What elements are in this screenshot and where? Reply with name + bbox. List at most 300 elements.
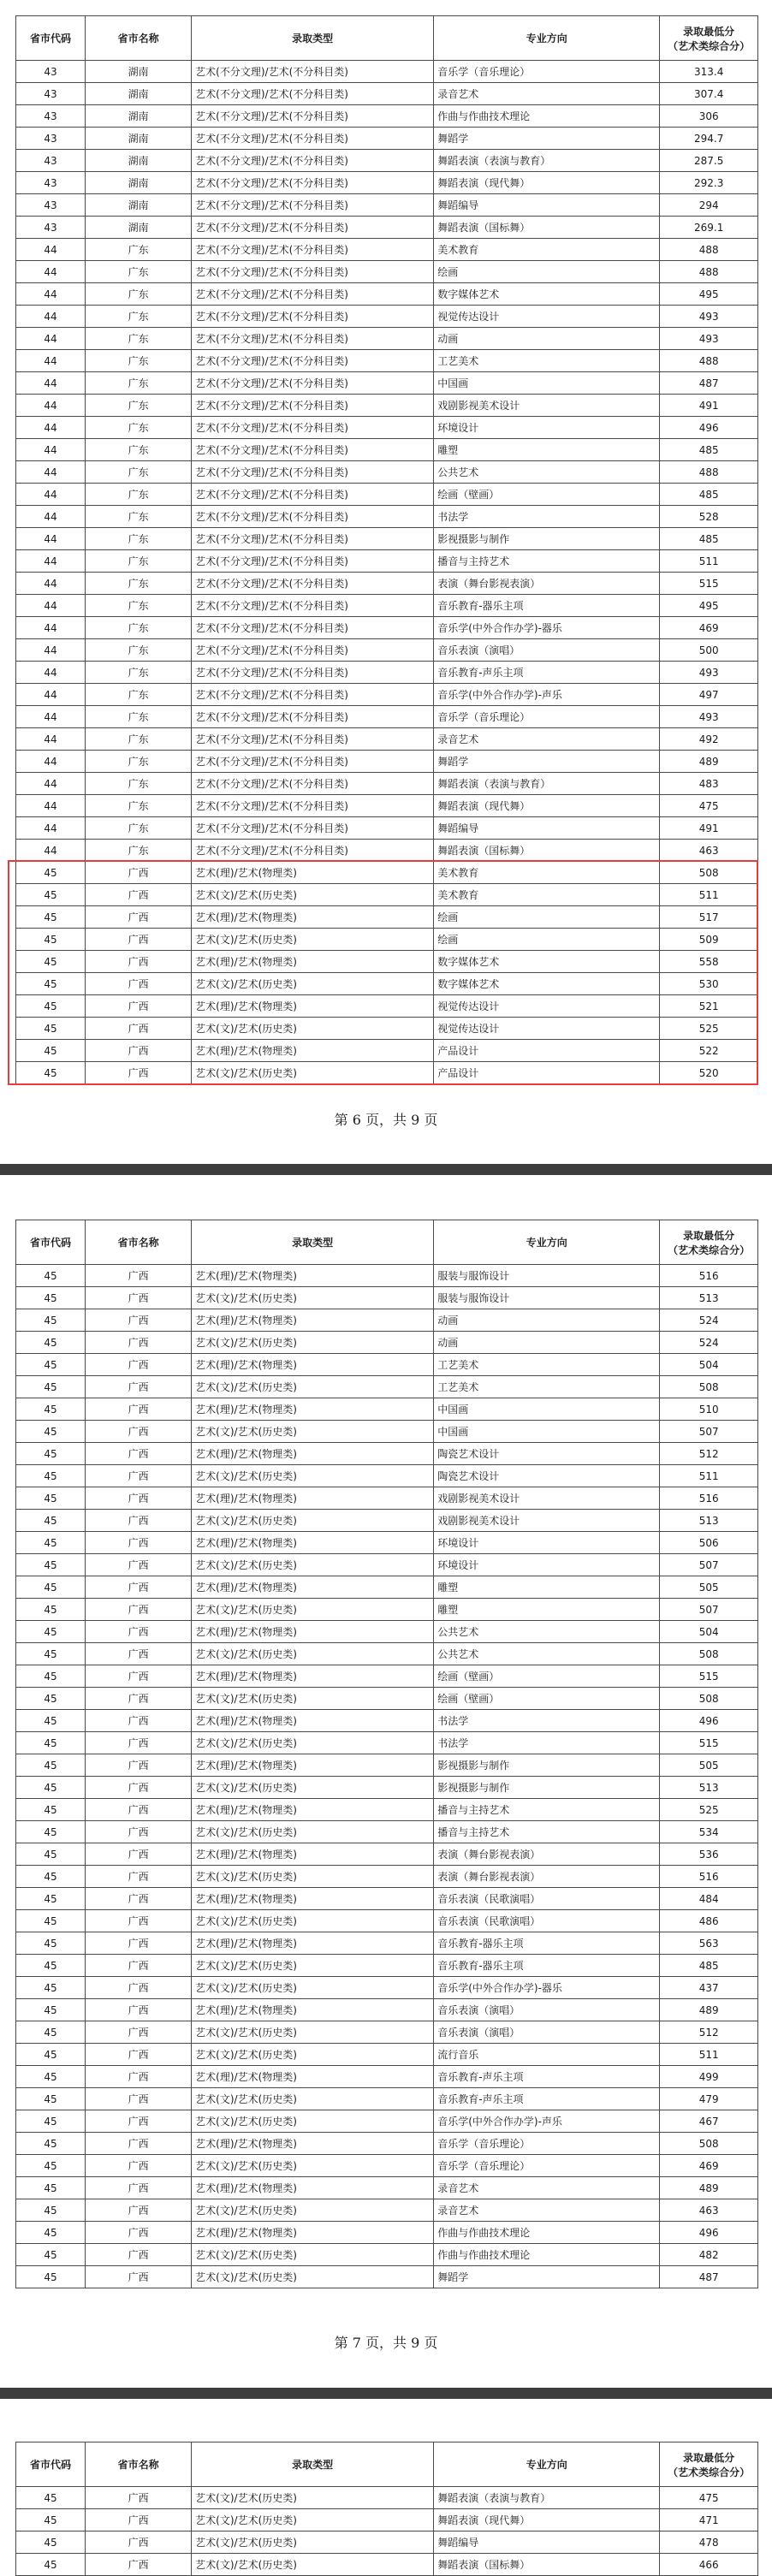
cell-major: 环境设计 (434, 1554, 660, 1576)
cell-province-code: 45 (16, 1421, 86, 1443)
table-row (16, 1932, 758, 1955)
cell-min-score: 466 (660, 2554, 758, 2576)
cell-province-code: 44 (16, 395, 86, 417)
table-row (16, 61, 758, 83)
cell-min-score: 493 (660, 706, 758, 728)
cell-province-code: 45 (16, 1309, 86, 1332)
cell-province-name: 广西 (86, 1621, 192, 1643)
cell-province-code: 44 (16, 261, 86, 283)
cell-province-name: 广西 (86, 1955, 192, 1977)
cell-province-name: 广东 (86, 773, 192, 795)
cell-province-name: 广东 (86, 795, 192, 817)
cell-min-score: 513 (660, 1510, 758, 1532)
cell-province-code: 45 (16, 1888, 86, 1910)
cell-province-name: 湖南 (86, 217, 192, 239)
cell-admission-type: 艺术(不分文理)/艺术(不分科目类) (192, 439, 434, 461)
cell-major: 视觉传达设计 (434, 306, 660, 328)
cell-min-score: 558 (660, 951, 758, 973)
table-row (16, 1777, 758, 1799)
cell-province-name: 广西 (86, 1643, 192, 1665)
cell-province-name: 广西 (86, 1599, 192, 1621)
cell-major: 公共艺术 (434, 1621, 660, 1643)
table-row (16, 417, 758, 439)
cell-province-name: 广东 (86, 573, 192, 595)
cell-min-score: 507 (660, 1421, 758, 1443)
cell-min-score: 534 (660, 1821, 758, 1843)
table-row (16, 372, 758, 395)
cell-province-code: 45 (16, 1621, 86, 1643)
cell-admission-type: 艺术(不分文理)/艺术(不分科目类) (192, 817, 434, 840)
cell-province-code: 45 (16, 906, 86, 929)
page-separator (0, 2388, 772, 2399)
cell-province-code: 45 (16, 2244, 86, 2266)
cell-province-name: 广西 (86, 2266, 192, 2288)
cell-major: 视觉传达设计 (434, 995, 660, 1018)
cell-major: 数字媒体艺术 (434, 973, 660, 995)
cell-min-score: 517 (660, 906, 758, 929)
cell-major: 音乐学(中外合作办学)-声乐 (434, 684, 660, 706)
table-row (16, 1354, 758, 1376)
cell-min-score: 469 (660, 617, 758, 639)
cell-province-code: 45 (16, 2177, 86, 2199)
table-row (16, 1643, 758, 1665)
cell-province-code: 44 (16, 484, 86, 506)
table-row (16, 1421, 758, 1443)
cell-admission-type: 艺术(文)/艺术(历史类) (192, 1062, 434, 1084)
table-row (16, 706, 758, 728)
cell-province-code: 43 (16, 128, 86, 150)
cell-province-code: 44 (16, 795, 86, 817)
cell-province-name: 广东 (86, 595, 192, 617)
cell-province-code: 44 (16, 728, 86, 751)
cell-admission-type: 艺术(理)/艺术(物理类) (192, 1576, 434, 1599)
cell-admission-type: 艺术(不分文理)/艺术(不分科目类) (192, 328, 434, 350)
cell-province-name: 广西 (86, 1888, 192, 1910)
cell-admission-type: 艺术(文)/艺术(历史类) (192, 884, 434, 906)
cell-major: 音乐教育-声乐主项 (434, 662, 660, 684)
cell-province-name: 广西 (86, 951, 192, 973)
cell-admission-type: 艺术(理)/艺术(物理类) (192, 2133, 434, 2155)
header-min-score-line2: （艺术类综合分） (668, 1243, 751, 1256)
cell-major: 绘画（壁画） (434, 1688, 660, 1710)
cell-major: 公共艺术 (434, 461, 660, 484)
cell-admission-type: 艺术(不分文理)/艺术(不分科目类) (192, 172, 434, 194)
cell-min-score: 525 (660, 1018, 758, 1040)
cell-min-score: 493 (660, 662, 758, 684)
cell-min-score: 497 (660, 684, 758, 706)
table-row (16, 328, 758, 350)
cell-province-name: 广西 (86, 1977, 192, 1999)
cell-province-code: 44 (16, 417, 86, 439)
cell-province-name: 广东 (86, 239, 192, 261)
cell-min-score: 513 (660, 1287, 758, 1309)
admission-scores-table (15, 2442, 758, 2576)
cell-province-code: 45 (16, 1643, 86, 1665)
table-row (16, 2554, 758, 2576)
cell-min-score: 516 (660, 1866, 758, 1888)
cell-admission-type: 艺术(不分文理)/艺术(不分科目类) (192, 751, 434, 773)
header-min-score-line2: （艺术类综合分） (668, 39, 751, 52)
cell-min-score: 485 (660, 484, 758, 506)
cell-province-name: 广西 (86, 2110, 192, 2133)
table-row (16, 1977, 758, 1999)
cell-admission-type: 艺术(文)/艺术(历史类) (192, 1421, 434, 1443)
cell-province-name: 广西 (86, 995, 192, 1018)
cell-min-score: 508 (660, 1688, 758, 1710)
cell-province-name: 广东 (86, 328, 192, 350)
cell-province-code: 45 (16, 1465, 86, 1487)
cell-province-name: 广西 (86, 1040, 192, 1062)
table-row (16, 105, 758, 128)
cell-province-code: 44 (16, 461, 86, 484)
cell-province-name: 广东 (86, 372, 192, 395)
cell-min-score: 511 (660, 2044, 758, 2066)
cell-admission-type: 艺术(理)/艺术(物理类) (192, 1888, 434, 1910)
cell-province-code: 45 (16, 1910, 86, 1932)
cell-province-code: 45 (16, 1554, 86, 1576)
table-row (16, 2199, 758, 2222)
cell-province-name: 广西 (86, 1398, 192, 1421)
cell-min-score: 515 (660, 1665, 758, 1688)
table-row (16, 684, 758, 706)
cell-province-name: 广东 (86, 439, 192, 461)
cell-province-code: 45 (16, 2088, 86, 2110)
cell-min-score: 505 (660, 1754, 758, 1777)
table-row (16, 1309, 758, 1332)
cell-province-name: 广西 (86, 2244, 192, 2266)
page-separator (0, 1164, 772, 1175)
cell-admission-type: 艺术(不分文理)/艺术(不分科目类) (192, 217, 434, 239)
table-row (16, 217, 758, 239)
cell-major: 录音艺术 (434, 83, 660, 105)
cell-admission-type: 艺术(文)/艺术(历史类) (192, 1643, 434, 1665)
cell-province-code: 45 (16, 1332, 86, 1354)
cell-province-name: 广西 (86, 2554, 192, 2576)
cell-major: 戏剧影视美术设计 (434, 1510, 660, 1532)
cell-major: 音乐学(中外合作办学)-器乐 (434, 617, 660, 639)
cell-min-score: 469 (660, 2155, 758, 2177)
cell-province-code: 45 (16, 1018, 86, 1040)
table-row (16, 484, 758, 506)
cell-province-name: 广西 (86, 1376, 192, 1398)
table-row (16, 1487, 758, 1510)
cell-min-score: 493 (660, 306, 758, 328)
cell-admission-type: 艺术(理)/艺术(物理类) (192, 1398, 434, 1421)
cell-province-code: 45 (16, 1754, 86, 1777)
cell-min-score: 516 (660, 1487, 758, 1510)
cell-major: 工艺美术 (434, 1354, 660, 1376)
cell-major: 音乐表演（演唱） (434, 639, 660, 662)
cell-province-name: 广西 (86, 1710, 192, 1732)
cell-province-name: 广西 (86, 1777, 192, 1799)
table-row (16, 2222, 758, 2244)
cell-major: 舞蹈学 (434, 2266, 660, 2288)
cell-province-name: 湖南 (86, 150, 192, 172)
cell-admission-type: 艺术(理)/艺术(物理类) (192, 1710, 434, 1732)
cell-province-code: 45 (16, 2222, 86, 2244)
cell-admission-type: 艺术(文)/艺术(历史类) (192, 2509, 434, 2531)
cell-province-name: 广东 (86, 617, 192, 639)
cell-major: 舞蹈表演（现代舞） (434, 172, 660, 194)
cell-admission-type: 艺术(文)/艺术(历史类) (192, 1688, 434, 1710)
cell-min-score: 488 (660, 261, 758, 283)
cell-major: 作曲与作曲技术理论 (434, 2222, 660, 2244)
cell-admission-type: 艺术(理)/艺术(物理类) (192, 2177, 434, 2199)
cell-min-score: 536 (660, 1843, 758, 1866)
cell-major: 中国画 (434, 372, 660, 395)
header-province-code: 省市代码 (16, 1220, 86, 1265)
table-header-row (16, 1220, 758, 1265)
header-min-score-line1: 录取最低分 (683, 2451, 735, 2464)
cell-province-code: 44 (16, 684, 86, 706)
cell-admission-type: 艺术(文)/艺术(历史类) (192, 1376, 434, 1398)
cell-province-code: 44 (16, 751, 86, 773)
cell-province-name: 广西 (86, 2088, 192, 2110)
cell-province-code: 45 (16, 2266, 86, 2288)
cell-province-name: 广东 (86, 461, 192, 484)
cell-province-name: 广西 (86, 1821, 192, 1843)
cell-province-code: 45 (16, 2487, 86, 2509)
table-row (16, 350, 758, 372)
cell-province-code: 44 (16, 328, 86, 350)
table-header-row (16, 2442, 758, 2487)
cell-min-score: 563 (660, 1932, 758, 1955)
cell-major: 舞蹈表演（国标舞） (434, 2554, 660, 2576)
header-admission-type: 录取类型 (192, 2442, 434, 2487)
cell-admission-type: 艺术(不分文理)/艺术(不分科目类) (192, 105, 434, 128)
cell-admission-type: 艺术(文)/艺术(历史类) (192, 929, 434, 951)
cell-min-score: 463 (660, 840, 758, 862)
cell-min-score: 488 (660, 350, 758, 372)
cell-min-score: 475 (660, 2487, 758, 2509)
cell-major: 美术教育 (434, 884, 660, 906)
cell-province-code: 45 (16, 1866, 86, 1888)
cell-province-name: 广东 (86, 484, 192, 506)
cell-min-score: 493 (660, 328, 758, 350)
cell-min-score: 515 (660, 573, 758, 595)
cell-admission-type: 艺术(理)/艺术(物理类) (192, 1354, 434, 1376)
cell-min-score: 294.7 (660, 128, 758, 150)
cell-province-code: 43 (16, 61, 86, 83)
cell-min-score: 511 (660, 1465, 758, 1487)
cell-min-score: 507 (660, 1554, 758, 1576)
table-row (16, 1754, 758, 1777)
cell-admission-type: 艺术(理)/艺术(物理类) (192, 1843, 434, 1866)
cell-min-score: 499 (660, 2066, 758, 2088)
cell-min-score: 484 (660, 1888, 758, 1910)
cell-major: 表演（舞台影视表演） (434, 573, 660, 595)
table-row (16, 617, 758, 639)
cell-min-score: 515 (660, 1732, 758, 1754)
cell-province-code: 44 (16, 239, 86, 261)
cell-major: 音乐教育-声乐主项 (434, 2066, 660, 2088)
cell-admission-type: 艺术(不分文理)/艺术(不分科目类) (192, 528, 434, 550)
table-row (16, 461, 758, 484)
cell-major: 雕塑 (434, 1599, 660, 1621)
cell-min-score: 513 (660, 1777, 758, 1799)
cell-admission-type: 艺术(不分文理)/艺术(不分科目类) (192, 617, 434, 639)
cell-admission-type: 艺术(不分文理)/艺术(不分科目类) (192, 239, 434, 261)
cell-admission-type: 艺术(不分文理)/艺术(不分科目类) (192, 773, 434, 795)
cell-province-code: 45 (16, 1821, 86, 1843)
cell-major: 雕塑 (434, 1576, 660, 1599)
cell-admission-type: 艺术(不分文理)/艺术(不分科目类) (192, 506, 434, 528)
table-header-row (16, 16, 758, 61)
cell-major: 戏剧影视美术设计 (434, 395, 660, 417)
cell-province-name: 广西 (86, 1465, 192, 1487)
cell-admission-type: 艺术(文)/艺术(历史类) (192, 2487, 434, 2509)
cell-major: 绘画 (434, 261, 660, 283)
cell-province-name: 广东 (86, 528, 192, 550)
cell-province-code: 44 (16, 306, 86, 328)
cell-min-score: 525 (660, 1799, 758, 1821)
table-row (16, 1843, 758, 1866)
cell-province-name: 广东 (86, 706, 192, 728)
cell-province-name: 广西 (86, 2199, 192, 2222)
cell-province-name: 湖南 (86, 172, 192, 194)
cell-province-code: 45 (16, 1665, 86, 1688)
cell-major: 产品设计 (434, 1062, 660, 1084)
table-row (16, 639, 758, 662)
cell-province-code: 44 (16, 595, 86, 617)
cell-min-score: 489 (660, 751, 758, 773)
cell-major: 作曲与作曲技术理论 (434, 2244, 660, 2266)
cell-province-name: 广西 (86, 1932, 192, 1955)
header-major: 专业方向 (434, 1220, 660, 1265)
header-min-score-line1: 录取最低分 (683, 25, 735, 38)
cell-province-code: 45 (16, 2531, 86, 2554)
cell-province-name: 广东 (86, 639, 192, 662)
cell-admission-type: 艺术(不分文理)/艺术(不分科目类) (192, 573, 434, 595)
table-row (16, 395, 758, 417)
cell-province-code: 45 (16, 1532, 86, 1554)
cell-admission-type: 艺术(理)/艺术(物理类) (192, 1040, 434, 1062)
cell-province-code: 45 (16, 2110, 86, 2133)
cell-province-name: 湖南 (86, 61, 192, 83)
cell-major: 播音与主持艺术 (434, 550, 660, 573)
table-row (16, 773, 758, 795)
cell-province-name: 广西 (86, 1999, 192, 2021)
cell-major: 舞蹈表演（现代舞） (434, 795, 660, 817)
cell-province-code: 44 (16, 573, 86, 595)
cell-major: 数字媒体艺术 (434, 283, 660, 306)
cell-major: 数字媒体艺术 (434, 951, 660, 973)
table-row (16, 595, 758, 617)
cell-major: 产品设计 (434, 1040, 660, 1062)
cell-admission-type: 艺术(不分文理)/艺术(不分科目类) (192, 306, 434, 328)
header-province-code: 省市代码 (16, 16, 86, 61)
cell-min-score: 530 (660, 973, 758, 995)
cell-min-score: 512 (660, 2021, 758, 2044)
cell-major: 视觉传达设计 (434, 1018, 660, 1040)
page-footer: 第 7 页，共 9 页 (334, 2335, 438, 2351)
cell-major: 表演（舞台影视表演） (434, 1843, 660, 1866)
cell-admission-type: 艺术(不分文理)/艺术(不分科目类) (192, 372, 434, 395)
table-row (16, 1999, 758, 2021)
cell-min-score: 500 (660, 639, 758, 662)
cell-province-name: 广西 (86, 1018, 192, 1040)
cell-admission-type: 艺术(文)/艺术(历史类) (192, 2110, 434, 2133)
cell-admission-type: 艺术(理)/艺术(物理类) (192, 1799, 434, 1821)
cell-admission-type: 艺术(文)/艺术(历史类) (192, 2088, 434, 2110)
cell-admission-type: 艺术(理)/艺术(物理类) (192, 2066, 434, 2088)
cell-province-name: 广东 (86, 840, 192, 862)
cell-admission-type: 艺术(不分文理)/艺术(不分科目类) (192, 83, 434, 105)
cell-min-score: 463 (660, 2199, 758, 2222)
cell-min-score: 509 (660, 929, 758, 951)
table-row (16, 751, 758, 773)
cell-major: 服装与服饰设计 (434, 1287, 660, 1309)
cell-major: 戏剧影视美术设计 (434, 1487, 660, 1510)
cell-min-score: 495 (660, 283, 758, 306)
cell-min-score: 520 (660, 1062, 758, 1084)
cell-major: 影视摄影与制作 (434, 528, 660, 550)
cell-admission-type: 艺术(文)/艺术(历史类) (192, 1287, 434, 1309)
cell-admission-type: 艺术(不分文理)/艺术(不分科目类) (192, 840, 434, 862)
cell-province-code: 45 (16, 929, 86, 951)
table-row (16, 2266, 758, 2288)
cell-admission-type: 艺术(文)/艺术(历史类) (192, 2531, 434, 2554)
cell-min-score: 294 (660, 194, 758, 217)
table-row (16, 1576, 758, 1599)
page-footer: 第 6 页，共 9 页 (334, 1112, 438, 1128)
cell-major: 书法学 (434, 1710, 660, 1732)
cell-province-code: 45 (16, 1287, 86, 1309)
cell-major: 舞蹈编导 (434, 194, 660, 217)
cell-province-name: 广西 (86, 1576, 192, 1599)
cell-province-code: 45 (16, 2554, 86, 2576)
cell-min-score: 486 (660, 1910, 758, 1932)
cell-admission-type: 艺术(文)/艺术(历史类) (192, 2044, 434, 2066)
cell-min-score: 487 (660, 372, 758, 395)
cell-admission-type: 艺术(不分文理)/艺术(不分科目类) (192, 194, 434, 217)
cell-major: 影视摄影与制作 (434, 1777, 660, 1799)
cell-min-score: 307.4 (660, 83, 758, 105)
cell-province-code: 44 (16, 840, 86, 862)
cell-province-name: 广东 (86, 751, 192, 773)
cell-province-name: 广西 (86, 1866, 192, 1888)
cell-major: 音乐学（音乐理论） (434, 706, 660, 728)
cell-min-score: 479 (660, 2088, 758, 2110)
cell-min-score: 306 (660, 105, 758, 128)
table-row (16, 1376, 758, 1398)
cell-province-code: 45 (16, 951, 86, 973)
table-row (16, 439, 758, 461)
cell-min-score: 475 (660, 795, 758, 817)
header-admission-type: 录取类型 (192, 16, 434, 61)
cell-major: 音乐表演（民歌演唱） (434, 1910, 660, 1932)
header-major: 专业方向 (434, 2442, 660, 2487)
cell-province-code: 43 (16, 217, 86, 239)
header-province-name: 省市名称 (86, 1220, 192, 1265)
cell-province-code: 44 (16, 773, 86, 795)
document-page-7 (0, 1220, 772, 2379)
table-row (16, 817, 758, 840)
cell-province-code: 45 (16, 1777, 86, 1799)
table-row (16, 506, 758, 528)
cell-province-code: 43 (16, 150, 86, 172)
table-row (16, 2088, 758, 2110)
cell-province-name: 湖南 (86, 194, 192, 217)
cell-major: 舞蹈表演（国标舞） (434, 840, 660, 862)
cell-admission-type: 艺术(不分文理)/艺术(不分科目类) (192, 395, 434, 417)
cell-major: 绘画（壁画） (434, 484, 660, 506)
table-row (16, 1398, 758, 1421)
cell-province-code: 45 (16, 1443, 86, 1465)
cell-major: 动画 (434, 1332, 660, 1354)
cell-province-name: 广西 (86, 2509, 192, 2531)
header-major: 专业方向 (434, 16, 660, 61)
